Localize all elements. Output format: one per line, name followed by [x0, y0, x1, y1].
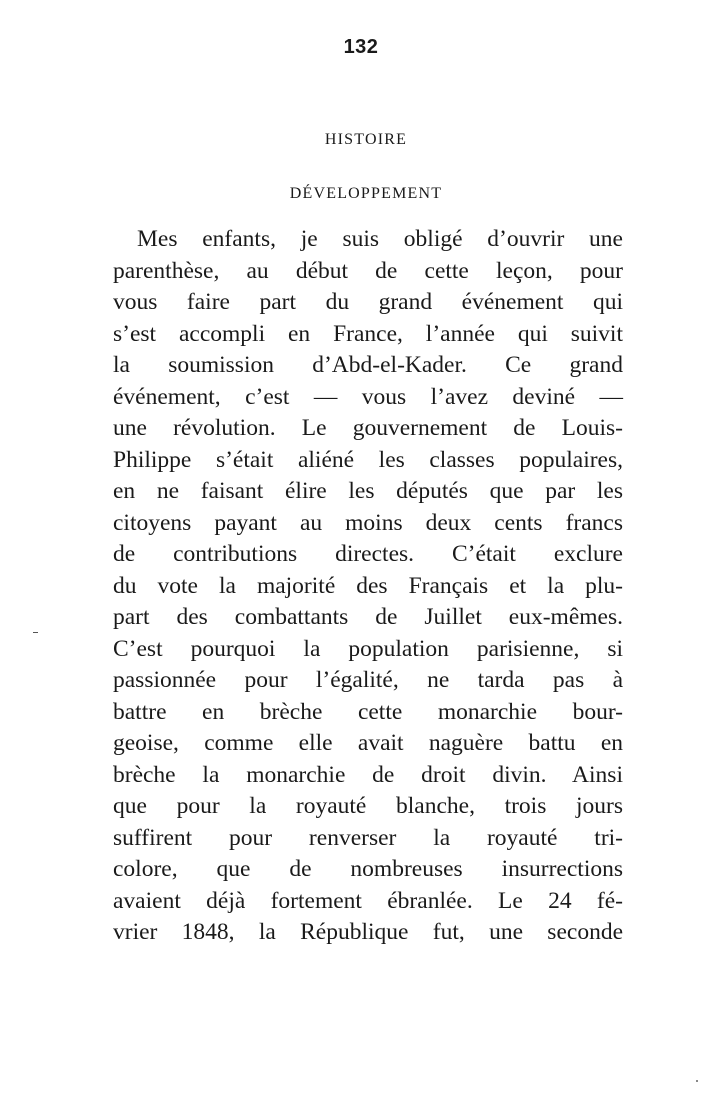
text-line: parenthèse, au début de cette leçon, pour: [113, 257, 623, 284]
text-line: la soumission d’Abd-el-Kader. Ce grand: [113, 352, 623, 378]
text-line: du vote la majorité des Français et la plu-: [113, 572, 623, 599]
text-line: une révolution. Le gouvernement de Louis-: [113, 415, 623, 441]
text-line: s’est accompli en France, l’année qui suivit: [113, 320, 623, 347]
subsection-title: DÉVELOPPEMENT: [289, 185, 443, 202]
text-line: Mes enfants, je suis obligé d’ouvrir une: [137, 226, 623, 252]
text-line: vous faire part du grand événement qui: [113, 289, 623, 315]
text-line: vrier 1848, la République fut, une seconde: [113, 919, 623, 945]
page-number: 132: [343, 36, 379, 58]
text-line: brèche la monarchie de droit divin. Ainsi: [113, 761, 623, 788]
text-line: C’est pourquoi la population parisienne, si: [113, 635, 623, 662]
margin-mark: [33, 632, 38, 633]
text-line: battre en brèche cette monarchie bour-: [113, 698, 623, 725]
text-line: que pour la royauté blanche, trois jours: [113, 793, 623, 819]
text-line: part des combattants de Juillet eux-mêmes.: [113, 604, 623, 630]
text-line: événement, c’est — vous l’avez deviné —: [113, 383, 623, 410]
text-line: geoise, comme elle avait naguère battu en: [113, 730, 623, 756]
text-line: de contributions directes. C’était exclure: [113, 541, 623, 567]
paper-speck: [696, 1080, 698, 1082]
text-line: Philippe s’était aliéné les classes populaires,: [113, 446, 623, 473]
body-text: [113, 224, 623, 949]
text-line: avaient déjà fortement ébranlée. Le 24 fé-: [113, 887, 623, 914]
text-line: en ne faisant élire les députés que par les: [113, 478, 623, 504]
text-line: passionnée pour l’égalité, ne tarda pas à: [113, 667, 623, 693]
text-line: colore, que de nombreuses insurrections: [113, 856, 623, 882]
section-title: HISTOIRE: [324, 131, 408, 148]
text-line: citoyens payant au moins deux cents francs: [113, 509, 623, 536]
text-line: suffirent pour renverser la royauté tri-: [113, 824, 623, 851]
